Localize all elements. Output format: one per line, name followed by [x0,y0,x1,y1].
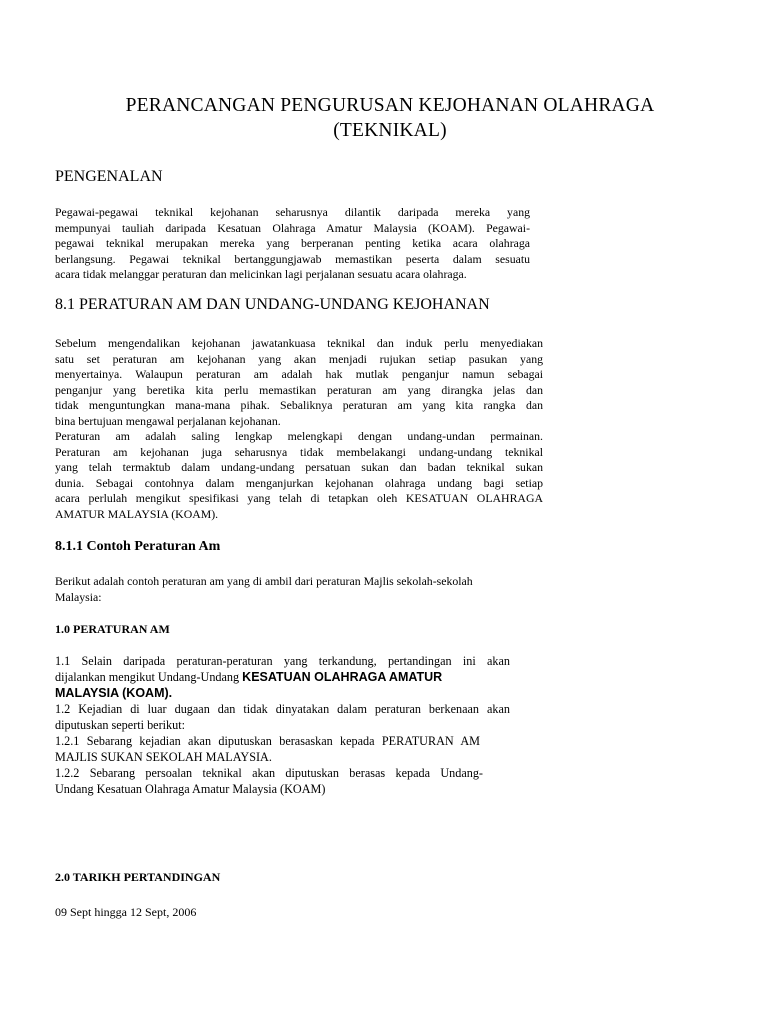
rule-line: 1.2.2 Sebarang persoalan teknikal akan diputuskan berasas kepada Undang- [55,766,483,780]
rule-line: 1.2 Kejadian di luar dugaan dan tidak dinyatakan dalam peraturan berkenaan akan [55,702,510,716]
intro-paragraph [55,205,530,283]
section-8-1-paragraph [55,336,543,522]
section-line: Malaysia: [55,589,102,604]
rule-line [55,669,510,685]
intro-line: mempunyai tauliah daripada Kesatuan Olahraga Amatur Malaysia (KOAM). Pegawai- [55,220,530,235]
rule-line: 1.1 Selain daripada peraturan-peraturan yang terkandung, pertandingan ini akan [55,654,510,668]
section-8-1-1-heading: 8.1.1 Contoh Peraturan Am [55,539,221,554]
peraturan-am-body [55,653,510,797]
section-line: yang telah termaktub dalam undang-undang persatuan sukan dan badan teknikal sukan [55,460,543,474]
tarikh-value: 09 Sept hingga 12 Sept, 2006 [55,905,197,919]
tarikh-heading: 2.0 TARIKH PERTANDINGAN [55,870,221,884]
rule-line: Undang Kesatuan Olahraga Amatur Malaysia (KOAM) [55,782,326,796]
section-8-1-heading: 8.1 PERATURAN AM DAN UNDANG-UNDANG KEJOHANAN [55,296,490,313]
intro-line: Pegawai-pegawai teknikal kejohanan seharusnya dilantik daripada mereka yang [55,205,530,219]
section-line: Peraturan am kejohanan juga seharusnya tidak membelakangi undang-undang teknikal [55,444,543,459]
intro-line: pegawai teknikal merupakan mereka yang berperanan penting ketika acara olahraga [55,236,530,250]
document-title [40,93,740,143]
section-line: bina bertujuan mengawal perjalanan kejohanan. [55,413,281,428]
section-line: Berikut adalah contoh peraturan am yang di ambil dari peraturan Majlis sekolah-sekolah [55,574,473,588]
section-line: Peraturan am adalah saling lengkap melengkapi dengan undang-undan permainan. [55,429,543,443]
rule-line: MAJLIS SUKAN SEKOLAH MALAYSIA. [55,750,272,764]
section-line: Sebelum mengendalikan kejohanan jawatankuasa teknikal dan induk perlu menyediakan [55,336,543,350]
rule-text: dijalankan mengikut Undang-Undang [55,670,243,684]
intro-heading: PENGENALAN [55,168,163,185]
rule-line: 1.2.1 Sebarang kejadian akan diputuskan berasaskan kepada PERATURAN AM [55,734,480,748]
peraturan-am-heading: 1.0 PERATURAN AM [55,622,170,636]
title-line-1: PERANCANGAN PENGURUSAN KEJOHANAN OLAHRAGA [125,95,655,116]
section-line: tidak menguntungkan mana-mana pihak. Sebaliknya peraturan am yang kita rangka dan [55,398,543,412]
rule-line: diputuskan seperti berikut: [55,718,185,732]
intro-line: acara tidak melanggar peraturan dan melicinkan lagi perjalanan sesuatu acara olahraga. [55,267,467,281]
section-line: satu set peraturan am kejohanan yang akan menjadi rujukan setiap pasukan yang [55,351,543,366]
section-8-1-1-intro [55,574,535,605]
section-line: acara perlulah mengikut spesifikasi yang telah di tetapkan oleh KESATUAN OLAHRAGA [55,491,543,505]
rule-bold-text: MALAYSIA (KOAM). [55,686,173,700]
section-line: dunia. Sebagai contohnya dalam menganjurkan kejohanan olahraga undang bagi setiap [55,475,543,490]
section-line: AMATUR MALAYSIA (KOAM). [55,506,219,521]
section-line: menyertainya. Walaupun peraturan am adalah hak mutlak penganjur namun sebagai [55,367,543,381]
rule-bold-text: KESATUAN OLAHRAGA AMATUR [242,670,443,684]
rule-line [55,685,510,701]
title-line-2: (TEKNIKAL) [333,120,447,141]
intro-line: berlangsung. Pegawai teknikal bertanggungjawab memastikan peserta dalam sesuatu [55,251,530,266]
section-line: penganjur yang beretika kita perlu memastikan peraturan am yang dirangka jelas dan [55,382,543,397]
